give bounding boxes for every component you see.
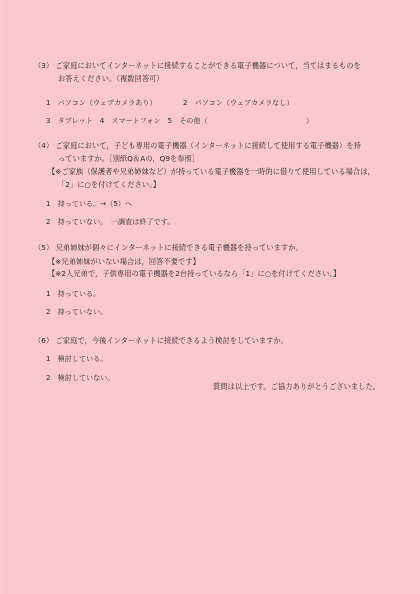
q4-option-1: 1 持っている。→（5）へ [46,200,133,208]
q5-note-line1: 【※兄弟姉妹がいない場合は，回答不要です】 [48,257,200,266]
q5-option-1: 1 持っている。 [46,290,101,298]
q6-option-2: 2 検討していない。 [46,374,115,382]
q6-question-line1: （6） ご家庭で，今後インターネットに接続できるよう検討をしていますか。 [34,336,289,345]
q3-option-5-close-paren: ） [306,117,314,125]
q6-option-1: 1 検討している。 [46,355,108,363]
q4-note-line1: 【※ご家族（保護者や兄弟姉妹など）が持っている電子機器を一時的に借りて使用している場合は， [48,167,375,176]
q4-question-line2: っていますか。［別紙Q＆Aの，Q9を参照］ [58,154,200,163]
q4-option-2: 2 持っていない。 一調査は終了です。 [46,218,175,226]
q5-question-line1: （5） 兄弟姉妹が個々にインターネットに接続できる電子機器を持っていますか。 [34,243,303,252]
q3-option-2: 2 パソコン（ウェブカメラなし） [183,99,294,107]
q3-question-line2: お答えください。（複数回答可） [58,74,164,83]
q5-note-line2: 【※2人兄弟で，子供専用の電子機器を2台持っているなら「1」に○を付けてください。】 [48,269,341,278]
q3-option-1: 1 パソコン（ウェブカメラあり） [46,99,157,107]
q3-option-3-5: 3 タブレット 4 スマートフォン 5 その他（ [46,117,208,125]
q3-question-line1: （3） ご家庭においてインターネットに接続することができる電子機器について，当てはまるものを [34,61,361,70]
q4-note-line2: 「2」に○を付けてください。】 [58,180,161,189]
q4-question-line1: （4） ご家庭において，子ども専用の電子機器（インターネットに接続して使用する電子機器）を持 [34,141,361,150]
closing-message: 質問は以上です。ご協力ありがとうございました。 [213,382,381,391]
q5-option-2: 2 持っていない。 [46,308,108,316]
